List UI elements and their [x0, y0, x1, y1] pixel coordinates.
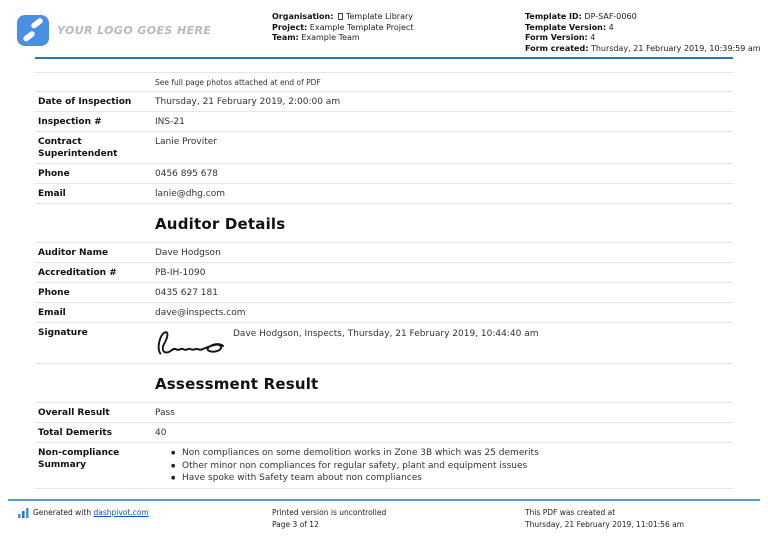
table-row: Phone 0435 627 181: [35, 283, 733, 303]
footer-created-info: [525, 507, 684, 530]
table-row: Date of Inspection Thursday, 21 February 2019, 2:00:00 am: [35, 92, 733, 112]
photos-note: See full page photos attached at end of PDF: [155, 78, 321, 87]
printed-version-note: Printed version is uncontrolled: [272, 508, 387, 517]
auditor-details-table: [35, 242, 733, 364]
table-row: Total Demerits 40: [35, 423, 733, 443]
list-item: ● Have spoke with Safety team about non compliances: [155, 472, 733, 485]
header-divider-rule: [35, 57, 733, 59]
logo: [17, 15, 211, 46]
template-version-line: Template Version: 4: [525, 22, 614, 32]
template-id-line: Template ID: DP-SAF-0060: [525, 12, 637, 21]
auditor-details-heading: Auditor Details: [155, 215, 286, 233]
form-content: [35, 60, 733, 489]
table-row: Auditor Name Dave Hodgson: [35, 243, 733, 263]
logo-placeholder-text: YOUR LOGO GOES HERE: [57, 24, 212, 37]
table-row: Overall Result Pass: [35, 403, 733, 423]
assessment-result-table: [35, 402, 733, 489]
dashpivot-link[interactable]: dashpivot.com: [93, 508, 149, 517]
form-version-line: Form Version: 4: [525, 33, 596, 43]
table-row: Inspection # INS-21: [35, 112, 733, 132]
missing-glyph-box-icon: [338, 13, 343, 20]
non-compliance-summary-row: Non-compliance Summary ● Non compliances on some demolition works in Zone 3B which was 25 demerits ● Other minor non compliances for regular safety, plant and equipment issues ● Have spoke with Safety team about non compliances: [35, 443, 733, 489]
header-project-block: [272, 12, 413, 44]
header-template-meta-block: [525, 12, 761, 54]
table-row: Email lanie@dhg.com: [35, 184, 733, 204]
table-row: Accreditation # PB-IH-1090: [35, 263, 733, 283]
organisation-line: Organisation: Template Library: [272, 12, 414, 21]
page-number: Page 3 of 12: [272, 519, 319, 529]
photos-note-row: [35, 73, 733, 92]
project-line: Project: Example Template Project: [272, 22, 414, 32]
footer-divider-rule: [8, 499, 760, 501]
document-header: [0, 0, 768, 60]
company-logo-icon: [17, 15, 49, 46]
form-created-line: Form created: Thursday, 21 February 2019, 10:39:59 am: [525, 43, 761, 53]
table-row: Phone 0456 895 678: [35, 164, 733, 184]
assessment-result-heading: Assessment Result: [155, 375, 319, 393]
list-item: ● Non compliances on some demolition works in Zone 3B which was 25 demerits: [155, 447, 733, 460]
list-item: ● Other minor non compliances for regular safety, plant and equipment issues: [155, 460, 733, 473]
signature-caption: Dave Hodgson, Inspects, Thursday, 21 February 2019, 10:44:40 am: [233, 329, 539, 339]
table-row: Email dave@inspects.com: [35, 303, 733, 323]
pdf-created-label: This PDF was created at: [525, 508, 616, 517]
team-line: Team: Example Team: [272, 33, 360, 43]
signature-row: Signature Dave Hodgson, Inspects, Thursday, 21 February 2019, 10:44:40 am: [35, 323, 733, 364]
non-compliance-bullet-list: [155, 447, 733, 485]
footer-generated-by: Generated with dashpivot.com: [18, 507, 149, 519]
inspection-details-table: [35, 72, 733, 204]
pdf-created-timestamp: Thursday, 21 February 2019, 11:01:56 am: [525, 519, 685, 529]
bar-chart-icon: [18, 508, 29, 518]
signature-scribble-icon: [155, 328, 225, 360]
table-row: Contract Superintendent Lanie Proviter: [35, 132, 733, 164]
footer-print-info: [272, 507, 386, 530]
